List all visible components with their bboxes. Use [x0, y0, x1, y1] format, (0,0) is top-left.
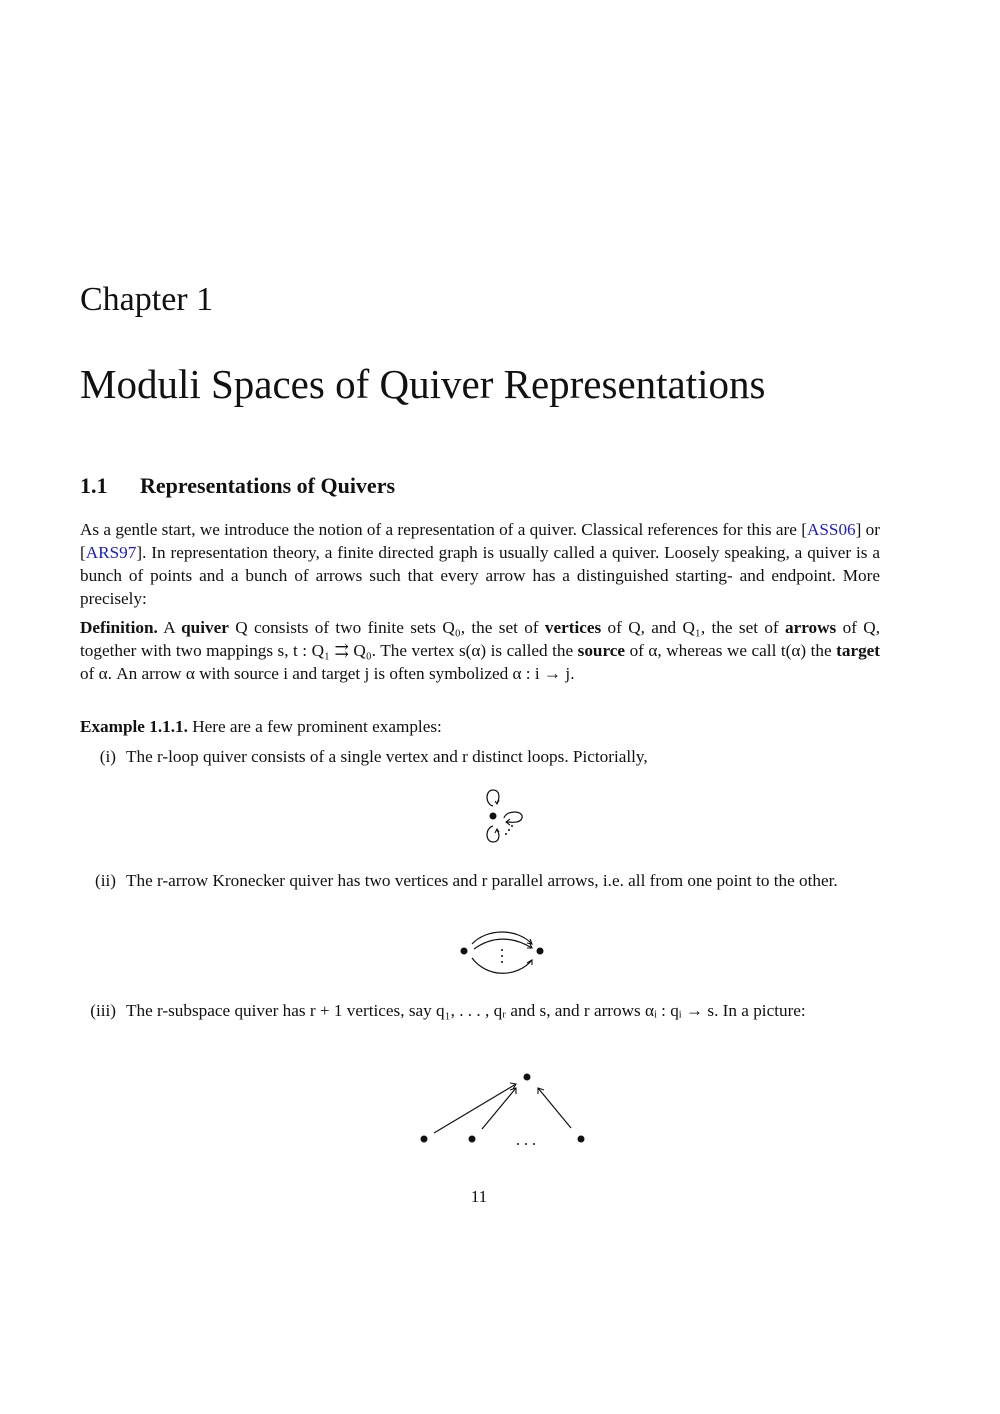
kronecker-arrow [472, 958, 532, 973]
kronecker-arrow [472, 932, 532, 944]
chapter-title: Moduli Spaces of Quiver Representations [80, 361, 766, 407]
list-item-text: The r-arrow Kronecker quiver has two vertices and r parallel arrows, i.e. all from one point to the other. [126, 871, 838, 890]
section-heading [80, 473, 395, 499]
list-item-label: (ii) [95, 871, 116, 890]
page-number: 11 [470, 1187, 488, 1206]
ellipsis-dot [501, 961, 503, 963]
list-item-text: The r-loop quiver consists of a single vertex and r distinct loops. Pictorially, [126, 747, 648, 766]
citation-link-ass06[interactable]: ASS06 [806, 520, 856, 539]
definition-text: of α, whereas we call t(α) the [629, 641, 832, 660]
definition-term: source [577, 641, 626, 660]
quiver-vertex [490, 813, 497, 820]
kronecker-quiver-figure [452, 920, 552, 982]
quiver-vertex-q [578, 1136, 585, 1143]
definition-label: Definition. [80, 618, 158, 637]
ellipsis-dot [501, 949, 503, 951]
definition-term: arrows [785, 618, 837, 637]
definition-text: A [163, 618, 175, 637]
definition-paragraph [80, 616, 880, 685]
example-text: Here are a few prominent examples: [192, 717, 442, 736]
ellipsis-dot [511, 825, 513, 827]
subspace-arrow [434, 1084, 516, 1133]
list-item-label: (iii) [90, 1001, 116, 1020]
chapter-heading: Chapter 1 [80, 281, 214, 318]
ellipsis-dot [525, 1143, 527, 1145]
quiver-vertex [461, 948, 468, 955]
ellipsis-dot [508, 829, 510, 831]
list-item [80, 999, 880, 1022]
definition-text: of Q, together with two mappings s, t : Q₁ ⇉ Q₀. The vertex s(α) is called the [80, 618, 881, 660]
example-label: Example 1.1.1. [80, 717, 188, 736]
quiver-vertex-q [469, 1136, 476, 1143]
subspace-quiver-figure [410, 1066, 595, 1152]
definition-text: Q consists of two finite sets Q₀, the set of [235, 618, 539, 637]
citation-link-ars97[interactable]: ARS97 [85, 543, 137, 562]
section-title: Representations of Quivers [140, 473, 396, 498]
definition-term: quiver [181, 618, 229, 637]
list-item [80, 745, 880, 768]
list-item-label: (i) [99, 747, 116, 766]
ellipsis-dot [501, 955, 503, 957]
ellipsis-dot [517, 1143, 519, 1145]
definition-text: of Q, and Q₁, the set of [607, 618, 779, 637]
intro-paragraph [80, 518, 880, 610]
quiver-vertex-s [524, 1074, 531, 1081]
definition-term: target [836, 641, 881, 660]
ellipsis-dot [505, 833, 507, 835]
intro-text-1: As a gentle start, we introduce the notion of a representation of a quiver. Classical references for this are [ [80, 520, 807, 539]
loop-quiver-figure [470, 782, 540, 848]
definition-text: of α. An arrow α with source i and target j is often symbolized α : i → j. [80, 664, 575, 683]
section-number: 1.1 [80, 473, 108, 498]
quiver-vertex-q [421, 1136, 428, 1143]
list-item-text: The r-subspace quiver has r + 1 vertices, say q₁, . . . , qᵣ and s, and r arrows αᵢ : qᵢ → s. In a picture: [126, 1001, 806, 1020]
example-paragraph [80, 715, 880, 738]
intro-text-3: ]. In representation theory, a finite directed graph is usually called a quiver. Loosely speaking, a quiver is a bunch of points and a bunch of arrows such that every arrow has a distinguished starting- and endpoint. More precisely: [80, 543, 880, 608]
list-item [80, 869, 880, 892]
intro-text-2: ] or [ [80, 520, 880, 562]
definition-term: vertices [544, 618, 602, 637]
quiver-vertex [537, 948, 544, 955]
ellipsis-dot [533, 1143, 535, 1145]
subspace-arrow [538, 1088, 571, 1128]
kronecker-arrow [474, 939, 532, 949]
